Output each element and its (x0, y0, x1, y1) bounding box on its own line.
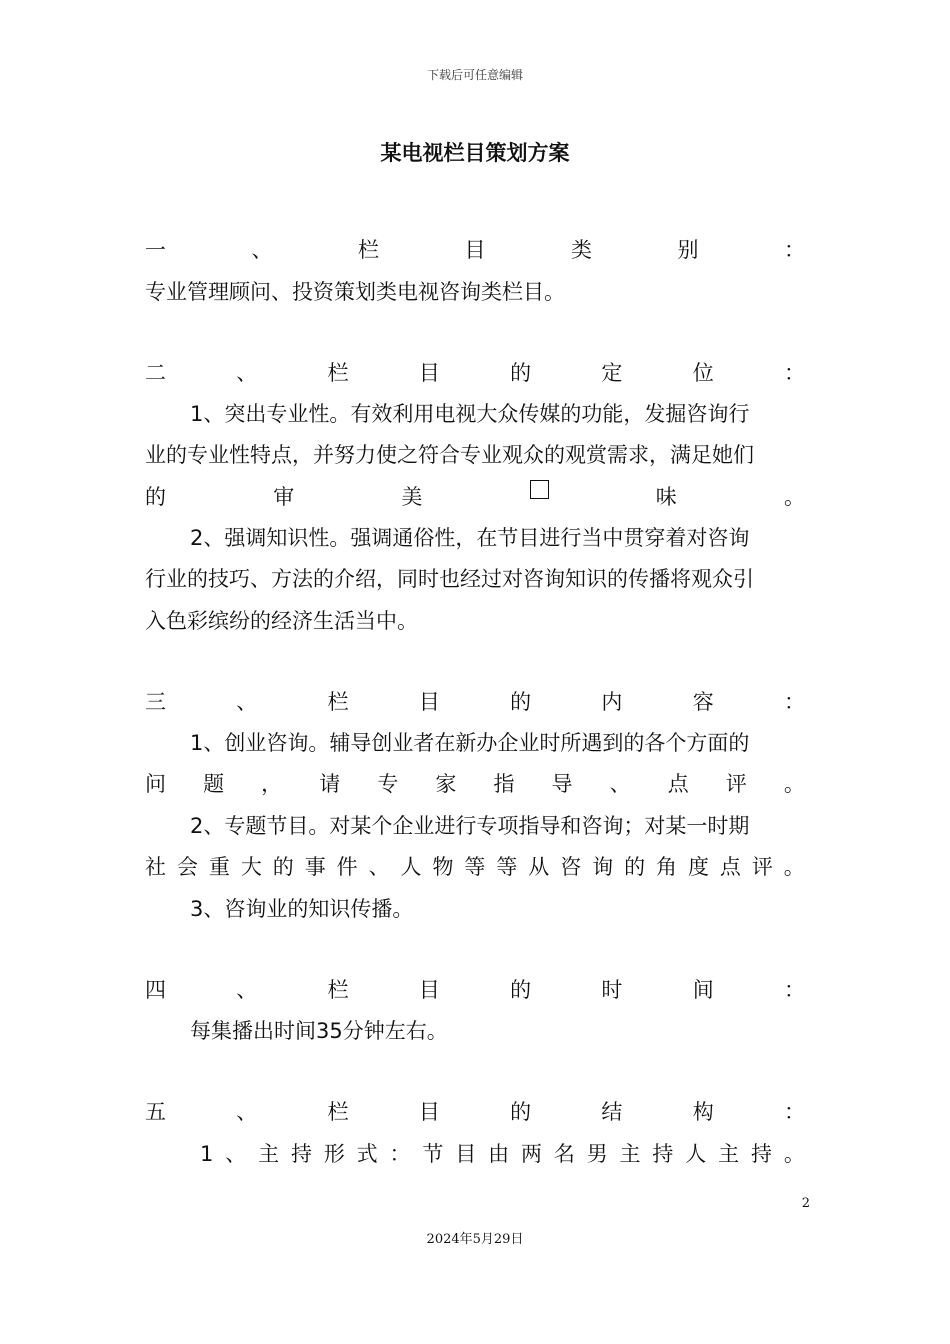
char: 别 (677, 238, 699, 262)
char: 、 (225, 1142, 247, 1166)
char: ： (389, 1142, 411, 1166)
char: 、 (368, 855, 390, 879)
char: 人 (400, 855, 422, 879)
char: 美 (401, 485, 423, 509)
char: 、 (236, 1100, 258, 1124)
char: 节 (422, 1142, 444, 1166)
char: 导 (551, 772, 573, 796)
char: 目 (418, 361, 440, 385)
char: 由 (488, 1142, 510, 1166)
char: 专 (377, 772, 399, 796)
char: 味 (655, 485, 677, 509)
char: 点 (667, 772, 689, 796)
char: 。 (783, 1142, 805, 1166)
char: 度 (687, 855, 709, 879)
char: ： (783, 1100, 805, 1124)
char: 形 (323, 1142, 345, 1166)
char: 请 (319, 772, 341, 796)
section-2-paragraph-2-line-3: 入色彩缤纷的经济生活当中。 (145, 609, 418, 633)
char: 、 (236, 690, 258, 714)
char: ： (784, 238, 805, 262)
char: 栏 (358, 238, 379, 262)
char: 三 (145, 690, 166, 714)
char: 评 (725, 772, 747, 796)
char: 两 (520, 1142, 542, 1166)
section-2-paragraph-1-line-3 (145, 480, 805, 514)
char: 主 (619, 1142, 641, 1166)
char: 询 (592, 855, 614, 879)
char: 角 (656, 855, 677, 879)
char: 点 (719, 855, 741, 879)
page-number: 2 (801, 1196, 810, 1211)
char: ， (261, 772, 283, 796)
char: 等 (496, 855, 518, 879)
char: 社 (145, 855, 166, 879)
char: 的 (510, 1100, 532, 1124)
document-title: 某电视栏目策划方案 (380, 140, 570, 165)
section-3-paragraph-3: 3、咨询业的知识传播。 (190, 897, 414, 921)
char: 的 (145, 485, 166, 509)
section-3-paragraph-1-line-1: 1、创业咨询。辅导创业者在新办企业时所遇到的各个方面的 (190, 731, 750, 755)
char: 间 (692, 978, 714, 1002)
char: 定 (601, 361, 623, 385)
char: 题 (203, 772, 225, 796)
char: 位 (692, 361, 714, 385)
char: 、 (236, 978, 258, 1002)
char: 会 (176, 855, 198, 879)
char: 式 (356, 1142, 378, 1166)
section-2-paragraph-2-line-2: 行业的技巧、方法的介绍，同时也经过对咨询知识的传播将观众引 (145, 567, 754, 591)
char: 四 (145, 978, 166, 1002)
char: 。 (783, 485, 805, 509)
section-1-heading (145, 233, 805, 267)
section-4-heading (145, 973, 805, 1007)
char: 持 (290, 1142, 312, 1166)
char: 目 (464, 238, 486, 262)
char: 一 (145, 238, 166, 262)
char: 二 (145, 361, 166, 385)
section-2-paragraph-2-line-1: 2、强调知识性。强调通俗性，在节目进行当中贯穿着对咨询 (190, 526, 750, 550)
char: 的 (624, 855, 646, 879)
section-3-paragraph-2-line-1: 2、专题节目。对某个企业进行专项指导和咨询；对某一时期 (190, 814, 750, 838)
char: 栏 (327, 1100, 349, 1124)
char: 1 (200, 1142, 214, 1166)
char: 的 (510, 361, 532, 385)
char: 栏 (327, 978, 349, 1002)
char: 五 (145, 1100, 166, 1124)
char: 目 (418, 1100, 440, 1124)
char: 目 (418, 978, 440, 1002)
char: 栏 (327, 690, 349, 714)
char: 男 (586, 1142, 608, 1166)
char: 人 (685, 1142, 707, 1166)
char: 大 (240, 855, 262, 879)
char: 、 (609, 772, 631, 796)
char: 件 (336, 855, 358, 879)
section-3-heading (145, 685, 805, 719)
char: 构 (692, 1100, 714, 1124)
char: ： (783, 978, 805, 1002)
section-5-paragraph-1 (200, 1137, 805, 1171)
page-footer-date: 2024年5月29日 (426, 1232, 524, 1247)
char: 持 (750, 1142, 772, 1166)
char: 目 (418, 690, 440, 714)
char: 时 (601, 978, 623, 1002)
char: 问 (145, 772, 166, 796)
char: 持 (652, 1142, 674, 1166)
section-1-text: 专业管理顾问、投资策划类电视咨询类栏目。 (145, 280, 565, 304)
char: 目 (455, 1142, 477, 1166)
section-5-heading (145, 1095, 805, 1129)
char: ： (783, 361, 805, 385)
char: 栏 (327, 361, 349, 385)
char: 。 (783, 772, 805, 796)
char: 等 (464, 855, 486, 879)
char: 事 (304, 855, 326, 879)
section-4-text: 每集播出时间35分钟左右。 (190, 1019, 448, 1043)
char: 咨 (560, 855, 582, 879)
char: 家 (435, 772, 457, 796)
char: 审 (273, 485, 295, 509)
section-2-paragraph-1-line-2: 业的专业性特点，并努力使之符合专业观众的观赏需求，满足她们 (145, 443, 754, 467)
char: 、 (251, 238, 273, 262)
char: 。 (783, 855, 805, 879)
char: 物 (432, 855, 454, 879)
char: 指 (493, 772, 515, 796)
char: 从 (528, 855, 550, 879)
char: 容 (692, 690, 714, 714)
char: 的 (272, 855, 294, 879)
char: 、 (236, 361, 258, 385)
char: 名 (553, 1142, 575, 1166)
char: 类 (571, 238, 592, 262)
section-3-paragraph-1-line-2 (145, 767, 805, 801)
char: 主 (718, 1142, 740, 1166)
section-2-paragraph-1-line-1: 1、突出专业性。有效利用电视大众传媒的功能，发掘咨询行 (190, 402, 750, 426)
char: 主 (258, 1142, 280, 1166)
char: 结 (601, 1100, 623, 1124)
missing-glyph-box (530, 480, 549, 499)
section-2-heading (145, 356, 805, 390)
char: 内 (601, 690, 623, 714)
char: ： (783, 690, 805, 714)
char: 重 (208, 855, 230, 879)
page-header: 下载后可任意编辑 (426, 68, 523, 82)
char: 的 (510, 978, 532, 1002)
section-3-paragraph-2-line-2 (145, 850, 805, 884)
char: 评 (751, 855, 773, 879)
char: 的 (510, 690, 532, 714)
